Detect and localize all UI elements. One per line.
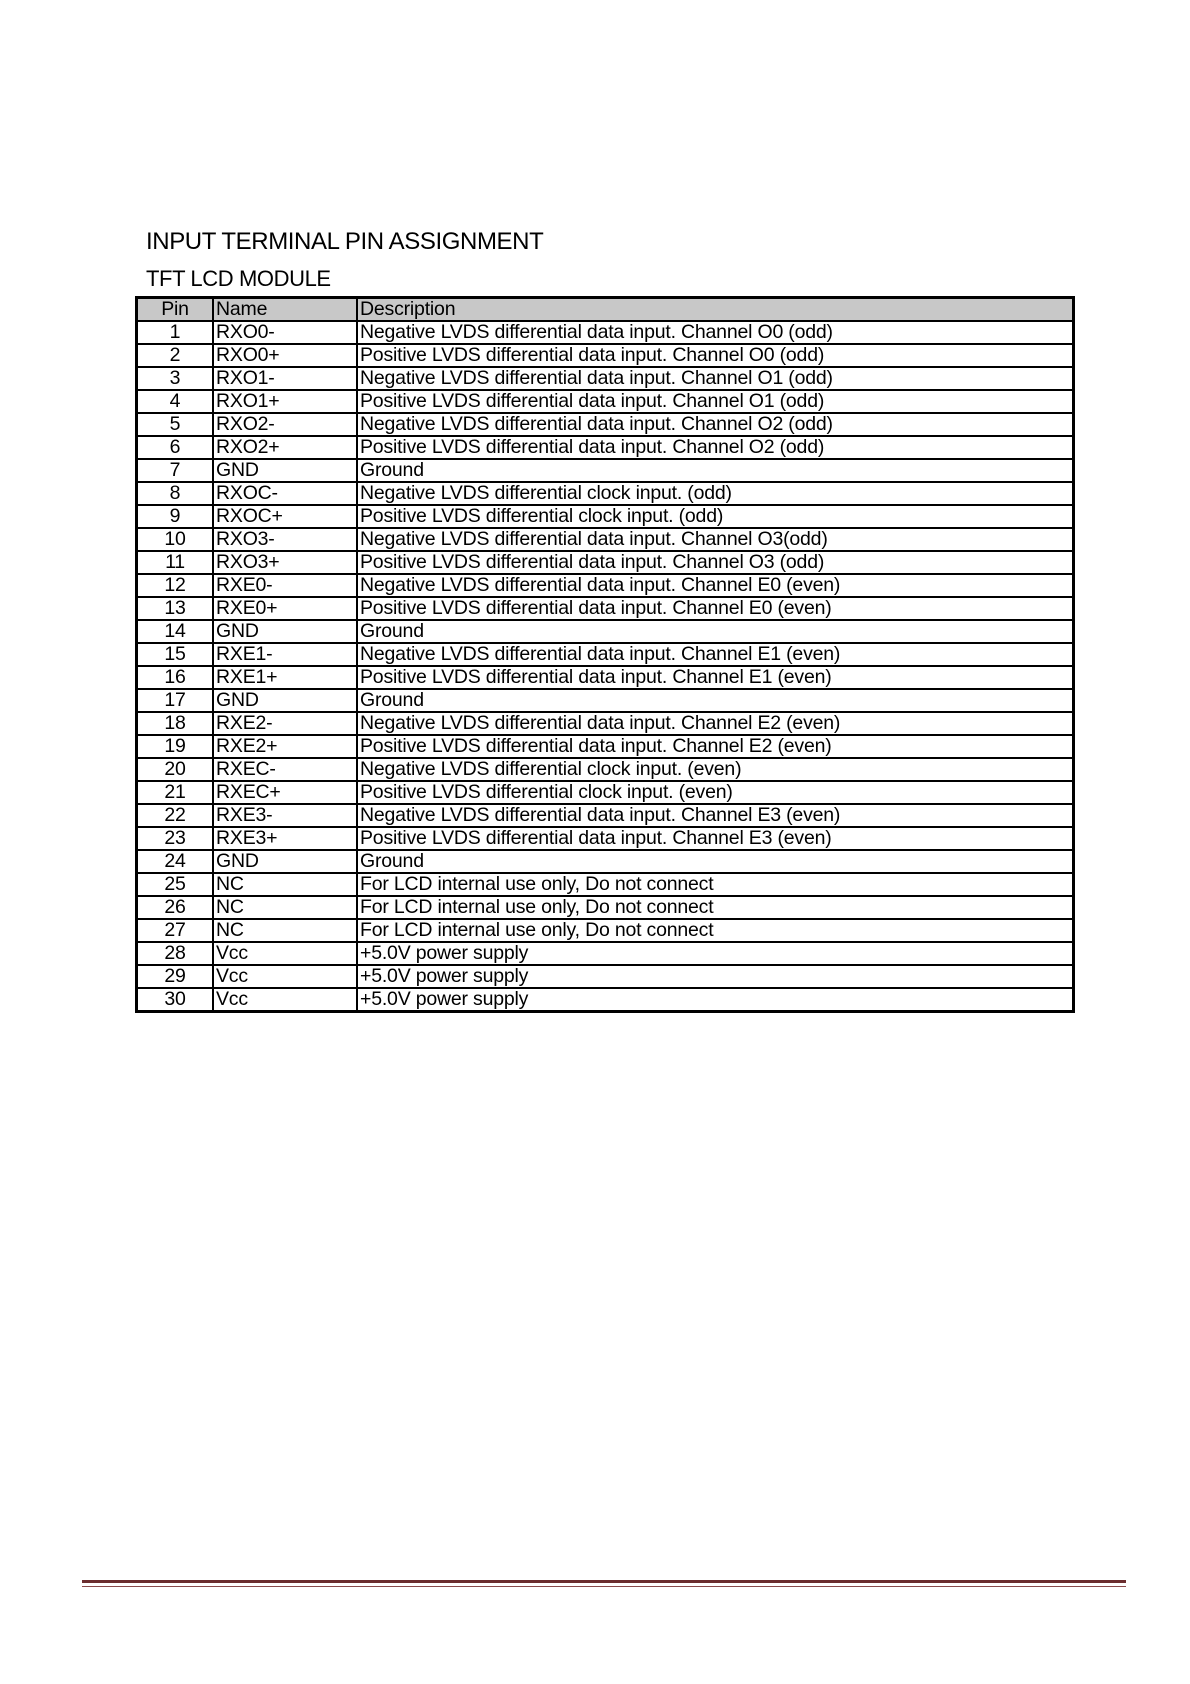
table-row <box>137 942 1074 965</box>
pin-cell: 10 <box>137 528 214 551</box>
description-cell: Negative LVDS differential data input. Channel O3(odd) <box>357 528 1074 551</box>
pin-cell: 11 <box>137 551 214 574</box>
name-cell: RXO3+ <box>213 551 357 574</box>
name-cell: RXO1+ <box>213 390 357 413</box>
table-row <box>137 919 1074 942</box>
name-cell: RXE2- <box>213 712 357 735</box>
description-cell: Positive LVDS differential data input. Channel E0 (even) <box>357 597 1074 620</box>
description-cell: For LCD internal use only, Do not connect <box>357 919 1074 942</box>
description-cell: Negative LVDS differential data input. Channel O1 (odd) <box>357 367 1074 390</box>
description-cell: Negative LVDS differential data input. Channel O2 (odd) <box>357 413 1074 436</box>
name-cell: GND <box>213 459 357 482</box>
description-cell: Ground <box>357 620 1074 643</box>
name-cell: RXE1+ <box>213 666 357 689</box>
pin-cell: 1 <box>137 321 214 344</box>
table-row <box>137 551 1074 574</box>
table-row <box>137 482 1074 505</box>
table-row <box>137 873 1074 896</box>
table-header <box>137 298 1074 322</box>
pin-cell: 9 <box>137 505 214 528</box>
name-cell: NC <box>213 873 357 896</box>
pin-cell: 3 <box>137 367 214 390</box>
page-subtitle: TFT LCD MODULE <box>146 266 331 291</box>
table-row <box>137 758 1074 781</box>
footer-rule <box>82 1580 1126 1583</box>
description-cell: +5.0V power supply <box>357 942 1074 965</box>
pin-cell: 28 <box>137 942 214 965</box>
pin-cell: 12 <box>137 574 214 597</box>
pin-cell: 27 <box>137 919 214 942</box>
pin-cell: 14 <box>137 620 214 643</box>
pin-cell: 23 <box>137 827 214 850</box>
name-cell: RXE3- <box>213 804 357 827</box>
name-cell: RXO2- <box>213 413 357 436</box>
table-row <box>137 965 1074 988</box>
name-cell: RXE0- <box>213 574 357 597</box>
table-row <box>137 597 1074 620</box>
description-cell: Ground <box>357 689 1074 712</box>
description-cell: Ground <box>357 850 1074 873</box>
description-cell: Negative LVDS differential data input. Channel O0 (odd) <box>357 321 1074 344</box>
pin-cell: 17 <box>137 689 214 712</box>
name-cell: RXE1- <box>213 643 357 666</box>
description-cell: Negative LVDS differential clock input. (even) <box>357 758 1074 781</box>
name-cell: NC <box>213 896 357 919</box>
name-cell: RXEC- <box>213 758 357 781</box>
description-cell: Negative LVDS differential clock input. (odd) <box>357 482 1074 505</box>
table-row <box>137 344 1074 367</box>
table-row <box>137 689 1074 712</box>
name-cell: RXE3+ <box>213 827 357 850</box>
description-cell: Positive LVDS differential data input. Channel O1 (odd) <box>357 390 1074 413</box>
table-row <box>137 505 1074 528</box>
name-cell: RXO1- <box>213 367 357 390</box>
description-cell: Positive LVDS differential clock input. (odd) <box>357 505 1074 528</box>
description-cell: Positive LVDS differential data input. Channel E3 (even) <box>357 827 1074 850</box>
table-row <box>137 781 1074 804</box>
name-cell: RXO2+ <box>213 436 357 459</box>
table-body <box>137 321 1074 1012</box>
name-cell: RXO0- <box>213 321 357 344</box>
table-row <box>137 390 1074 413</box>
pin-cell: 18 <box>137 712 214 735</box>
table-row <box>137 896 1074 919</box>
pin-cell: 25 <box>137 873 214 896</box>
table-row <box>137 436 1074 459</box>
description-cell: Negative LVDS differential data input. Channel E0 (even) <box>357 574 1074 597</box>
pin-cell: 4 <box>137 390 214 413</box>
pin-cell: 30 <box>137 988 214 1012</box>
pin-cell: 26 <box>137 896 214 919</box>
table-row <box>137 850 1074 873</box>
description-cell: Positive LVDS differential data input. Channel O3 (odd) <box>357 551 1074 574</box>
name-cell: RXOC- <box>213 482 357 505</box>
table-row <box>137 735 1074 758</box>
description-cell: Positive LVDS differential data input. Channel O0 (odd) <box>357 344 1074 367</box>
name-cell: Vcc <box>213 965 357 988</box>
pin-cell: 29 <box>137 965 214 988</box>
description-cell: Positive LVDS differential clock input. (even) <box>357 781 1074 804</box>
name-cell: RXOC+ <box>213 505 357 528</box>
name-cell: RXE0+ <box>213 597 357 620</box>
table-header-row <box>137 298 1074 322</box>
pin-cell: 13 <box>137 597 214 620</box>
description-cell: Negative LVDS differential data input. Channel E3 (even) <box>357 804 1074 827</box>
table-row <box>137 620 1074 643</box>
pin-cell: 15 <box>137 643 214 666</box>
page-title: INPUT TERMINAL PIN ASSIGNMENT <box>146 228 544 255</box>
table-row <box>137 643 1074 666</box>
description-cell: +5.0V power supply <box>357 988 1074 1012</box>
description-cell: Positive LVDS differential data input. Channel O2 (odd) <box>357 436 1074 459</box>
pin-cell: 8 <box>137 482 214 505</box>
name-cell: NC <box>213 919 357 942</box>
table-row <box>137 804 1074 827</box>
table-row <box>137 666 1074 689</box>
name-cell: RXO3- <box>213 528 357 551</box>
name-cell: RXO0+ <box>213 344 357 367</box>
name-cell: RXE2+ <box>213 735 357 758</box>
name-cell: GND <box>213 620 357 643</box>
pin-cell: 20 <box>137 758 214 781</box>
pin-cell: 16 <box>137 666 214 689</box>
pin-cell: 21 <box>137 781 214 804</box>
pin-cell: 19 <box>137 735 214 758</box>
header-description: Description <box>357 298 1074 322</box>
description-cell: Negative LVDS differential data input. Channel E1 (even) <box>357 643 1074 666</box>
header-name: Name <box>213 298 357 322</box>
table-row <box>137 827 1074 850</box>
pin-cell: 7 <box>137 459 214 482</box>
table-row <box>137 413 1074 436</box>
description-cell: Ground <box>357 459 1074 482</box>
table-row <box>137 321 1074 344</box>
table-row <box>137 528 1074 551</box>
description-cell: +5.0V power supply <box>357 965 1074 988</box>
pin-cell: 22 <box>137 804 214 827</box>
name-cell: RXEC+ <box>213 781 357 804</box>
description-cell: Negative LVDS differential data input. Channel E2 (even) <box>357 712 1074 735</box>
table-row <box>137 367 1074 390</box>
name-cell: GND <box>213 689 357 712</box>
name-cell: Vcc <box>213 942 357 965</box>
description-cell: For LCD internal use only, Do not connect <box>357 896 1074 919</box>
table-row <box>137 988 1074 1012</box>
description-cell: For LCD internal use only, Do not connect <box>357 873 1074 896</box>
name-cell: Vcc <box>213 988 357 1012</box>
pin-cell: 6 <box>137 436 214 459</box>
pin-cell: 5 <box>137 413 214 436</box>
table-row <box>137 712 1074 735</box>
description-cell: Positive LVDS differential data input. Channel E2 (even) <box>357 735 1074 758</box>
pin-cell: 24 <box>137 850 214 873</box>
header-pin: Pin <box>137 298 214 322</box>
table-row <box>137 459 1074 482</box>
name-cell: GND <box>213 850 357 873</box>
pin-cell: 2 <box>137 344 214 367</box>
description-cell: Positive LVDS differential data input. Channel E1 (even) <box>357 666 1074 689</box>
footer-rule-thin <box>82 1586 1126 1587</box>
table-row <box>137 574 1074 597</box>
pin-assignment-table <box>135 296 1075 1013</box>
